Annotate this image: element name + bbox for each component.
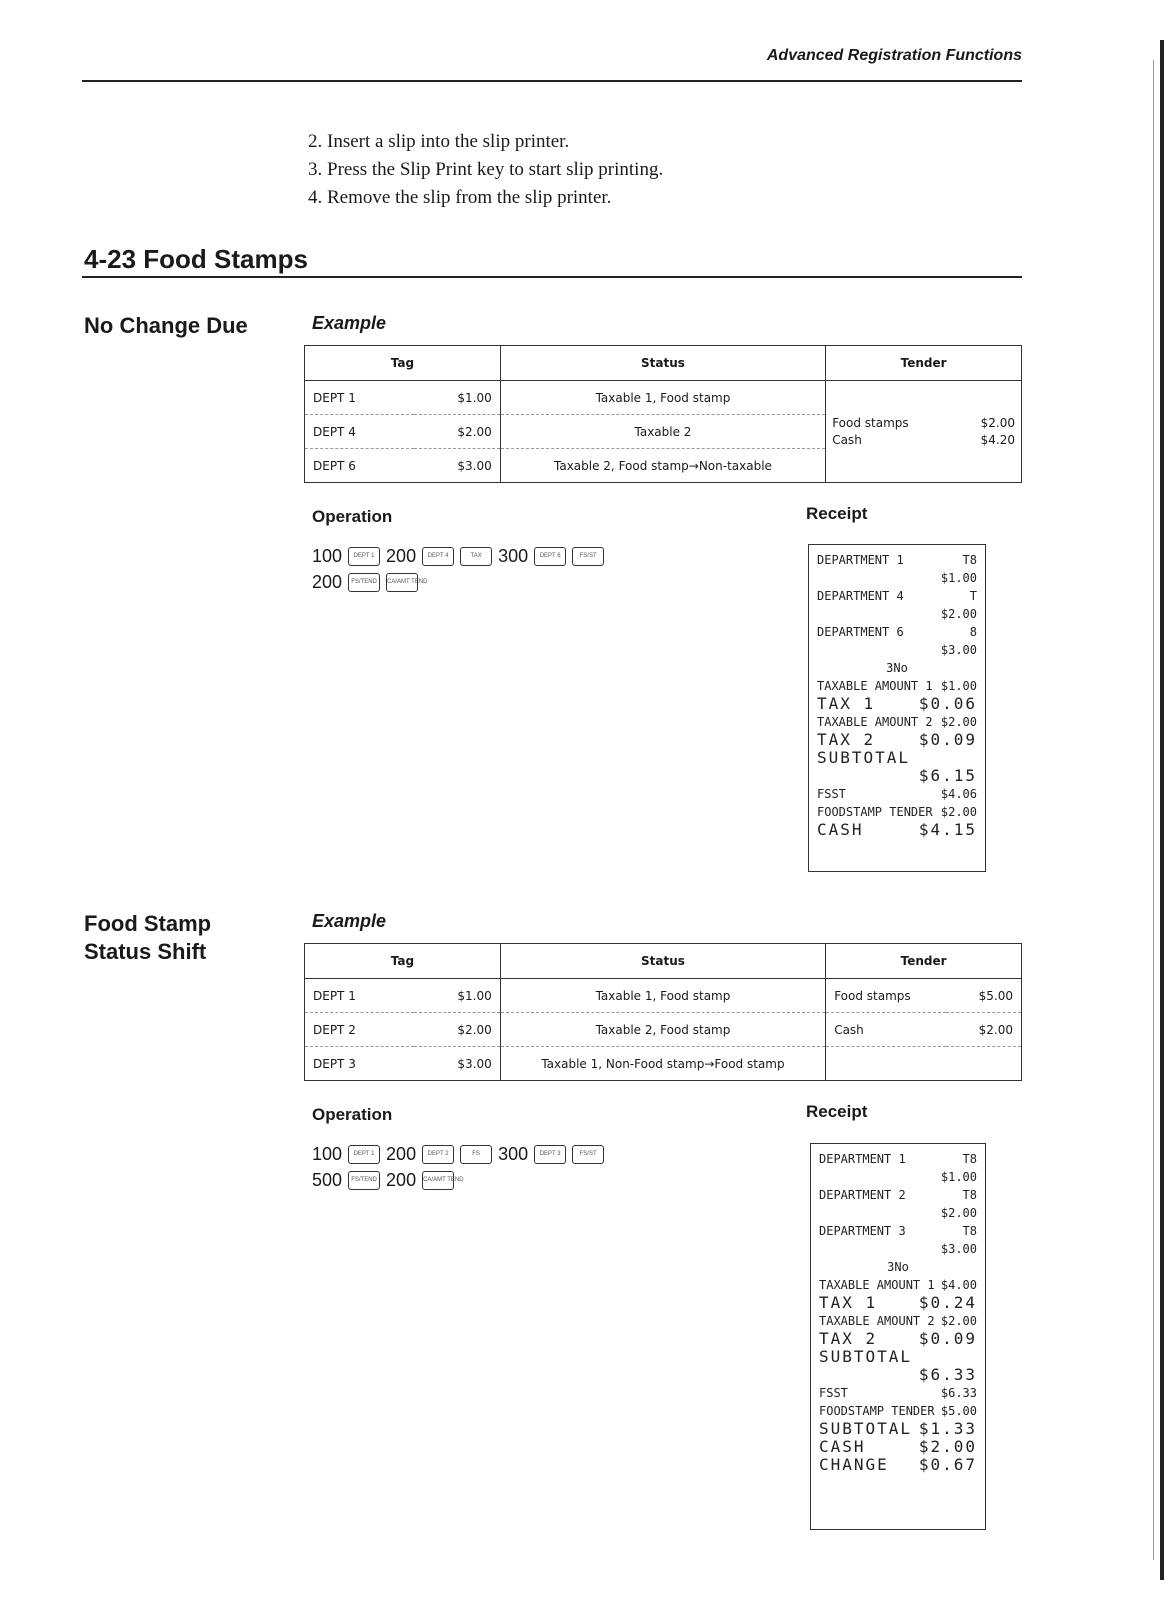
key-sequence — [312, 543, 604, 595]
amount-entry: 100 — [312, 546, 343, 566]
receipt-line-value: $6.15 — [918, 766, 977, 785]
tender-amount: $2.00 — [946, 1013, 1022, 1047]
example-table-status-shift — [304, 943, 1022, 1081]
receipt-line-value: $0.09 — [918, 1329, 977, 1348]
receipt-line-label: DEPARTMENT 1 — [819, 1152, 906, 1166]
receipt-line-label: SUBTOTAL — [819, 1419, 913, 1438]
receipt-line — [817, 551, 977, 569]
tender-label: Cash — [832, 432, 862, 447]
amount-entry: 300 — [498, 1144, 529, 1164]
receipt-line-value: $6.33 — [918, 1365, 977, 1384]
dept-cell: DEPT 3 — [305, 1047, 415, 1081]
receipt-line-label: TAXABLE AMOUNT 1 — [817, 679, 933, 693]
receipt-line-label: DEPARTMENT 1 — [817, 553, 904, 567]
receipt-line — [819, 1420, 977, 1438]
subsection-label-line: Status Shift — [84, 939, 207, 964]
tender-label: Cash — [826, 1013, 946, 1047]
receipt-line — [819, 1456, 977, 1474]
receipt-line — [819, 1312, 977, 1330]
tender-line — [832, 415, 1015, 432]
receipt-line — [817, 569, 977, 587]
status-cell: Taxable 2 — [500, 415, 825, 449]
receipt-line — [819, 1168, 977, 1186]
table-row — [305, 1013, 1022, 1047]
amount-entry: 200 — [312, 572, 343, 592]
tender-label — [826, 1047, 946, 1081]
receipt-line — [817, 713, 977, 731]
fs-shift-key-icon: FS — [460, 1145, 492, 1164]
step-item: 3. Press the Slip Print key to start slip printing. — [308, 159, 664, 180]
amount-entry: 200 — [386, 546, 417, 566]
table-row — [305, 979, 1022, 1013]
receipt-line-label: TAXABLE AMOUNT 2 — [819, 1314, 935, 1328]
tax-key-icon: TAX — [460, 547, 492, 566]
dept-key-icon: DEPT 6 — [534, 547, 566, 566]
receipt-line — [817, 821, 977, 839]
receipt-line — [819, 1258, 977, 1276]
amount-entry: 300 — [498, 546, 529, 566]
receipt-count: 3No — [887, 1260, 909, 1274]
dept-cell: DEPT 1 — [305, 381, 415, 415]
receipt-line-value: $0.06 — [918, 694, 977, 713]
receipt-line-value: 8 — [969, 625, 977, 639]
receipt-line — [819, 1240, 977, 1258]
receipt-line — [819, 1366, 977, 1384]
receipt-line-label: FOODSTAMP TENDER — [819, 1404, 935, 1418]
example-label: Example — [312, 911, 387, 931]
receipt-line-label: TAX 1 — [819, 1293, 878, 1312]
operation-label: Operation — [312, 1105, 393, 1124]
table-row — [305, 1047, 1022, 1081]
receipt-line — [819, 1330, 977, 1348]
receipt-line — [819, 1384, 977, 1402]
subsection-label-line: Food Stamp — [84, 911, 212, 936]
amount-entry: 500 — [312, 1170, 343, 1190]
receipt-line-value: $2.00 — [940, 607, 977, 621]
receipt-line-value: $2.00 — [940, 715, 977, 729]
receipt-line-label: CHANGE — [819, 1455, 889, 1474]
receipt-line-value: $2.00 — [940, 1206, 977, 1220]
receipt-label: Receipt — [806, 504, 868, 523]
receipt-line-label: FOODSTAMP TENDER — [817, 805, 933, 819]
receipt-line-value: $2.00 — [918, 1437, 977, 1456]
tender-label: Food stamps — [832, 415, 909, 430]
dept-key-icon: DEPT 2 — [422, 1145, 454, 1164]
receipt-line-value: T8 — [962, 1152, 977, 1166]
receipt-line-label: DEPARTMENT 3 — [819, 1224, 906, 1238]
dept-cell: DEPT 1 — [305, 979, 415, 1013]
receipt-line-label: SUBTOTAL — [819, 1347, 913, 1366]
table-row — [305, 381, 1022, 415]
receipt-line-label: DEPARTMENT 4 — [817, 589, 904, 603]
subsection-label-status-shift — [84, 910, 211, 966]
receipt-line-value: $4.15 — [918, 820, 977, 839]
tender-amount: $2.00 — [980, 415, 1015, 430]
running-header: Advanced Registration Functions — [766, 47, 1022, 64]
tender-cell — [826, 381, 1022, 483]
step-item: 4. Remove the slip from the slip printer. — [308, 187, 612, 208]
receipt-line-value: $5.00 — [940, 1404, 977, 1418]
fs-tender-key-icon: FS/TEND — [348, 1171, 380, 1190]
price-cell: $2.00 — [414, 1013, 500, 1047]
receipt-line-value: $6.33 — [940, 1386, 977, 1400]
receipt-line — [817, 767, 977, 785]
receipt-line-label: TAX 2 — [819, 1329, 878, 1348]
col-header-status: Status — [500, 346, 825, 381]
receipt-line — [817, 695, 977, 713]
section-title: 4-23 Food Stamps — [84, 244, 308, 274]
receipt-line — [817, 605, 977, 623]
receipt-line-label: SUBTOTAL — [817, 748, 911, 767]
receipt-line-label: CASH — [817, 820, 864, 839]
price-cell: $1.00 — [414, 979, 500, 1013]
example-table-no-change — [304, 345, 1022, 483]
example-label: Example — [312, 313, 387, 333]
receipt-line-label: CASH — [819, 1437, 866, 1456]
receipt-line-value: $1.00 — [940, 1170, 977, 1184]
receipt-line — [817, 677, 977, 695]
receipt-line — [817, 749, 977, 767]
header-rule — [82, 80, 1022, 82]
amount-entry: 100 — [312, 1144, 343, 1164]
receipt-line — [819, 1402, 977, 1420]
receipt-line — [819, 1222, 977, 1240]
receipt-line-value: $0.09 — [918, 730, 977, 749]
dept-key-icon: DEPT 1 — [348, 547, 380, 566]
receipt-line-label: TAXABLE AMOUNT 2 — [817, 715, 933, 729]
key-sequence — [312, 1141, 604, 1193]
col-header-status: Status — [500, 944, 825, 979]
receipt-line-label: FSST — [817, 787, 846, 801]
step-item: 2. Insert a slip into the slip printer. — [308, 131, 570, 152]
price-cell: $3.00 — [414, 449, 500, 483]
receipt-no-change — [808, 544, 986, 872]
tender-amount — [946, 1047, 1022, 1081]
tender-amount: $4.20 — [980, 432, 1015, 447]
receipt-line-value: $4.00 — [940, 1278, 977, 1292]
receipt-line — [819, 1348, 977, 1366]
fs-tender-key-icon: FS/TEND — [348, 573, 380, 592]
receipt-line-label: DEPARTMENT 2 — [819, 1188, 906, 1202]
amount-entry: 200 — [386, 1144, 417, 1164]
step-list — [308, 128, 663, 212]
receipt-line — [819, 1150, 977, 1168]
dept-key-icon: DEPT 1 — [348, 1145, 380, 1164]
receipt-line-value: $0.24 — [918, 1293, 977, 1312]
receipt-line-label: FSST — [819, 1386, 848, 1400]
receipt-line-value: $2.00 — [940, 805, 977, 819]
receipt-line-value: T8 — [962, 1224, 977, 1238]
status-cell: Taxable 2, Food stamp→Non-taxable — [500, 449, 825, 483]
col-header-tender: Tender — [826, 944, 1022, 979]
tender-amount: $5.00 — [946, 979, 1022, 1013]
receipt-line-value: $3.00 — [940, 1242, 977, 1256]
col-header-tag: Tag — [305, 944, 501, 979]
status-cell: Taxable 1, Food stamp — [500, 381, 825, 415]
receipt-line-value: $1.33 — [918, 1419, 977, 1438]
dept-key-icon: DEPT 3 — [534, 1145, 566, 1164]
receipt-line — [819, 1204, 977, 1222]
price-cell: $2.00 — [414, 415, 500, 449]
receipt-line-label: TAX 2 — [817, 730, 876, 749]
price-cell: $1.00 — [414, 381, 500, 415]
fs-subtotal-key-icon: FS/ST — [572, 547, 604, 566]
status-cell: Taxable 1, Non-Food stamp→Food stamp — [500, 1047, 825, 1081]
fs-subtotal-key-icon: FS/ST — [572, 1145, 604, 1164]
tender-label: Food stamps — [826, 979, 946, 1013]
receipt-line — [817, 623, 977, 641]
receipt-line-label: TAX 1 — [817, 694, 876, 713]
price-cell: $3.00 — [414, 1047, 500, 1081]
subsection-label-no-change: No Change Due — [84, 313, 248, 338]
receipt-line — [819, 1294, 977, 1312]
dept-cell: DEPT 2 — [305, 1013, 415, 1047]
col-header-tag: Tag — [305, 346, 501, 381]
cash-tender-key-icon: CA/AMT TEND — [422, 1171, 454, 1190]
receipt-status-shift — [810, 1143, 986, 1530]
cash-tender-key-icon: CA/AMT TEND — [386, 573, 418, 592]
page-edge-scan-border — [1146, 0, 1164, 1603]
receipt-line — [817, 659, 977, 677]
receipt-line-label: TAXABLE AMOUNT 1 — [819, 1278, 935, 1292]
receipt-line-value: $2.00 — [940, 1314, 977, 1328]
receipt-line — [819, 1276, 977, 1294]
receipt-line-value: T8 — [962, 1188, 977, 1202]
receipt-line — [819, 1186, 977, 1204]
receipt-line-value: T8 — [962, 553, 977, 567]
amount-entry: 200 — [386, 1170, 417, 1190]
receipt-line-label: DEPARTMENT 6 — [817, 625, 904, 639]
receipt-line-value: $1.00 — [940, 679, 977, 693]
receipt-line — [817, 641, 977, 659]
receipt-line — [819, 1438, 977, 1456]
dept-cell: DEPT 4 — [305, 415, 415, 449]
receipt-line-value: $1.00 — [940, 571, 977, 585]
receipt-line — [817, 587, 977, 605]
receipt-line — [817, 785, 977, 803]
status-cell: Taxable 2, Food stamp — [500, 1013, 825, 1047]
status-cell: Taxable 1, Food stamp — [500, 979, 825, 1013]
receipt-line-value: T — [969, 589, 977, 603]
dept-cell: DEPT 6 — [305, 449, 415, 483]
receipt-line-value: $3.00 — [940, 643, 977, 657]
section-rule — [82, 276, 1022, 278]
receipt-line-value: $4.06 — [940, 787, 977, 801]
col-header-tender: Tender — [826, 346, 1022, 381]
receipt-line-value: $0.67 — [918, 1455, 977, 1474]
tender-line — [832, 432, 1015, 449]
dept-key-icon: DEPT 4 — [422, 547, 454, 566]
receipt-count: 3No — [886, 661, 908, 675]
operation-label: Operation — [312, 507, 393, 526]
receipt-label: Receipt — [806, 1102, 868, 1121]
receipt-line — [817, 731, 977, 749]
receipt-line — [817, 803, 977, 821]
